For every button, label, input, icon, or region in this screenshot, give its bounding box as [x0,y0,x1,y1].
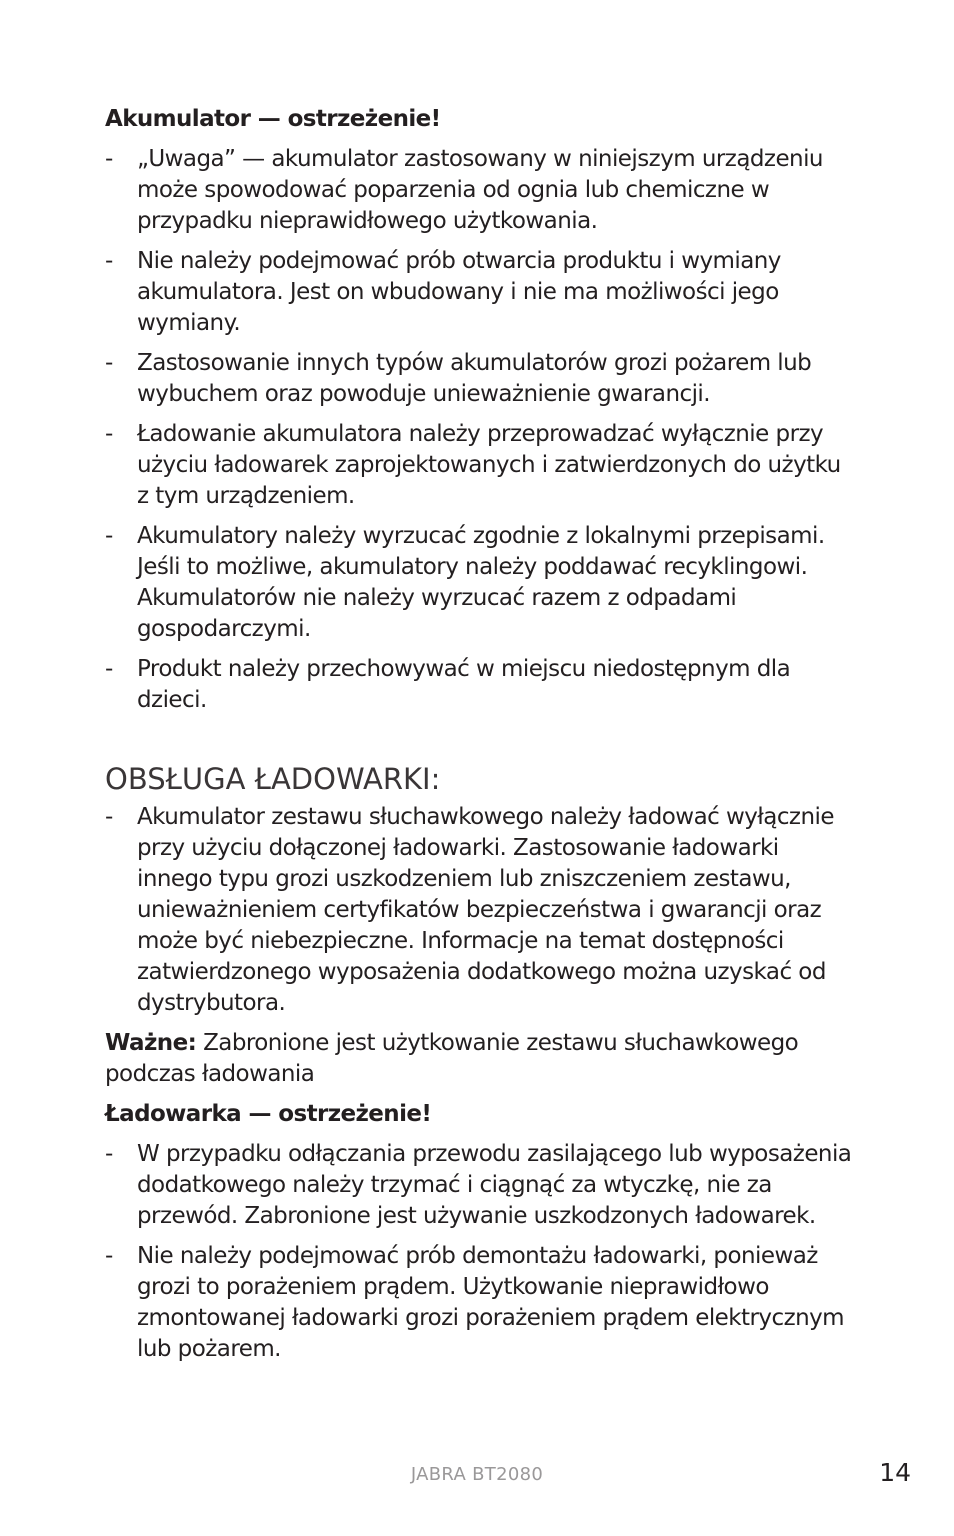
battery-warning-list [105,144,855,716]
bullet-dash: - [105,421,113,447]
page-number: 14 [879,1458,911,1487]
list-item [105,1241,855,1365]
charger-usage-list [105,802,855,1019]
bullet-dash: - [105,350,113,376]
footer-product-name: JABRA BT2080 [410,1464,544,1485]
charger-warning-heading: Ładowarka — ostrzeżenie! [105,1101,432,1127]
list-item [105,802,855,1019]
bullet-dash: - [105,523,113,549]
list-item [105,348,855,410]
list-item-text: „Uwaga” — akumulator zastosowany w niniejszym urządzeniu może spowodować poparzenia od ognia lub chemiczne w przypadku nieprawidłowego użytkowania. [137,146,823,234]
list-item-text: Ładowanie akumulatora należy przeprowadzać wyłącznie przy użyciu ładowarek zaprojektowanych i zatwierdzonych do użytku z tym urządzeniem. [137,421,841,509]
list-item [105,144,855,237]
bullet-dash: - [105,656,113,682]
list-item-text: Akumulatory należy wyrzucać zgodnie z lokalnymi przepisami. Jeśli to możliwe, akumulatory należy poddawać recyklingowi. Akumulatorów nie należy wyrzucać razem z odpadami gospodarczymi. [137,523,825,642]
list-item [105,419,855,512]
list-item-text: W przypadku odłączania przewodu zasilającego lub wyposażenia dodatkowego należy trzymać i ciągnąć za wtyczkę, nie za przewód. Zabronione jest używanie uszkodzonych ładowarek. [137,1141,852,1229]
battery-warning-heading: Akumulator — ostrzeżenie! [105,106,441,132]
important-text: Zabronione jest użytkowanie zestawu słuchawkowego podczas ładowania [105,1030,799,1087]
list-item-text: Nie należy podejmować prób demontażu ładowarki, ponieważ grozi to porażeniem prądem. Użytkowanie nieprawidłowo zmontowanej ładowarki grozi porażeniem prądem elektrycznym lub pożarem. [137,1243,845,1362]
charger-usage-heading: OBSŁUGA ŁADOWARKI: [105,762,441,796]
list-item-text: Akumulator zestawu słuchawkowego należy ładować wyłącznie przy użyciu dołączonej ładowarki. Zastosowanie ładowarki innego typu grozi uszkodzeniem lub zniszczeniem zestawu, unieważnieniem certyfikatów bezpieczeństwa i gwarancji oraz może być niebezpieczne. Informacje na temat dostępności zatwierdzonego wyposażenia dodatkowego można uzyskać od dystrybutora. [137,804,834,1016]
list-item [105,521,855,645]
list-item [105,1139,855,1232]
bullet-dash: - [105,804,113,830]
charger-warning-list [105,1139,855,1365]
list-item-text: Nie należy podejmować prób otwarcia produktu i wymiany akumulatora. Jest on wbudowany i nie ma możliwości jego wymiany. [137,248,781,336]
list-item-text: Produkt należy przechowywać w miejscu niedostępnym dla dzieci. [137,656,791,713]
bullet-dash: - [105,1141,113,1167]
page-content [105,104,855,1374]
list-item [105,654,855,716]
bullet-dash: - [105,1243,113,1269]
important-note [105,1028,855,1090]
list-item [105,246,855,339]
list-item-text: Zastosowanie innych typów akumulatorów grozi pożarem lub wybuchem oraz powoduje unieważnienie gwarancji. [137,350,812,407]
bullet-dash: - [105,248,113,274]
important-label: Ważne: [105,1030,197,1056]
bullet-dash: - [105,146,113,172]
